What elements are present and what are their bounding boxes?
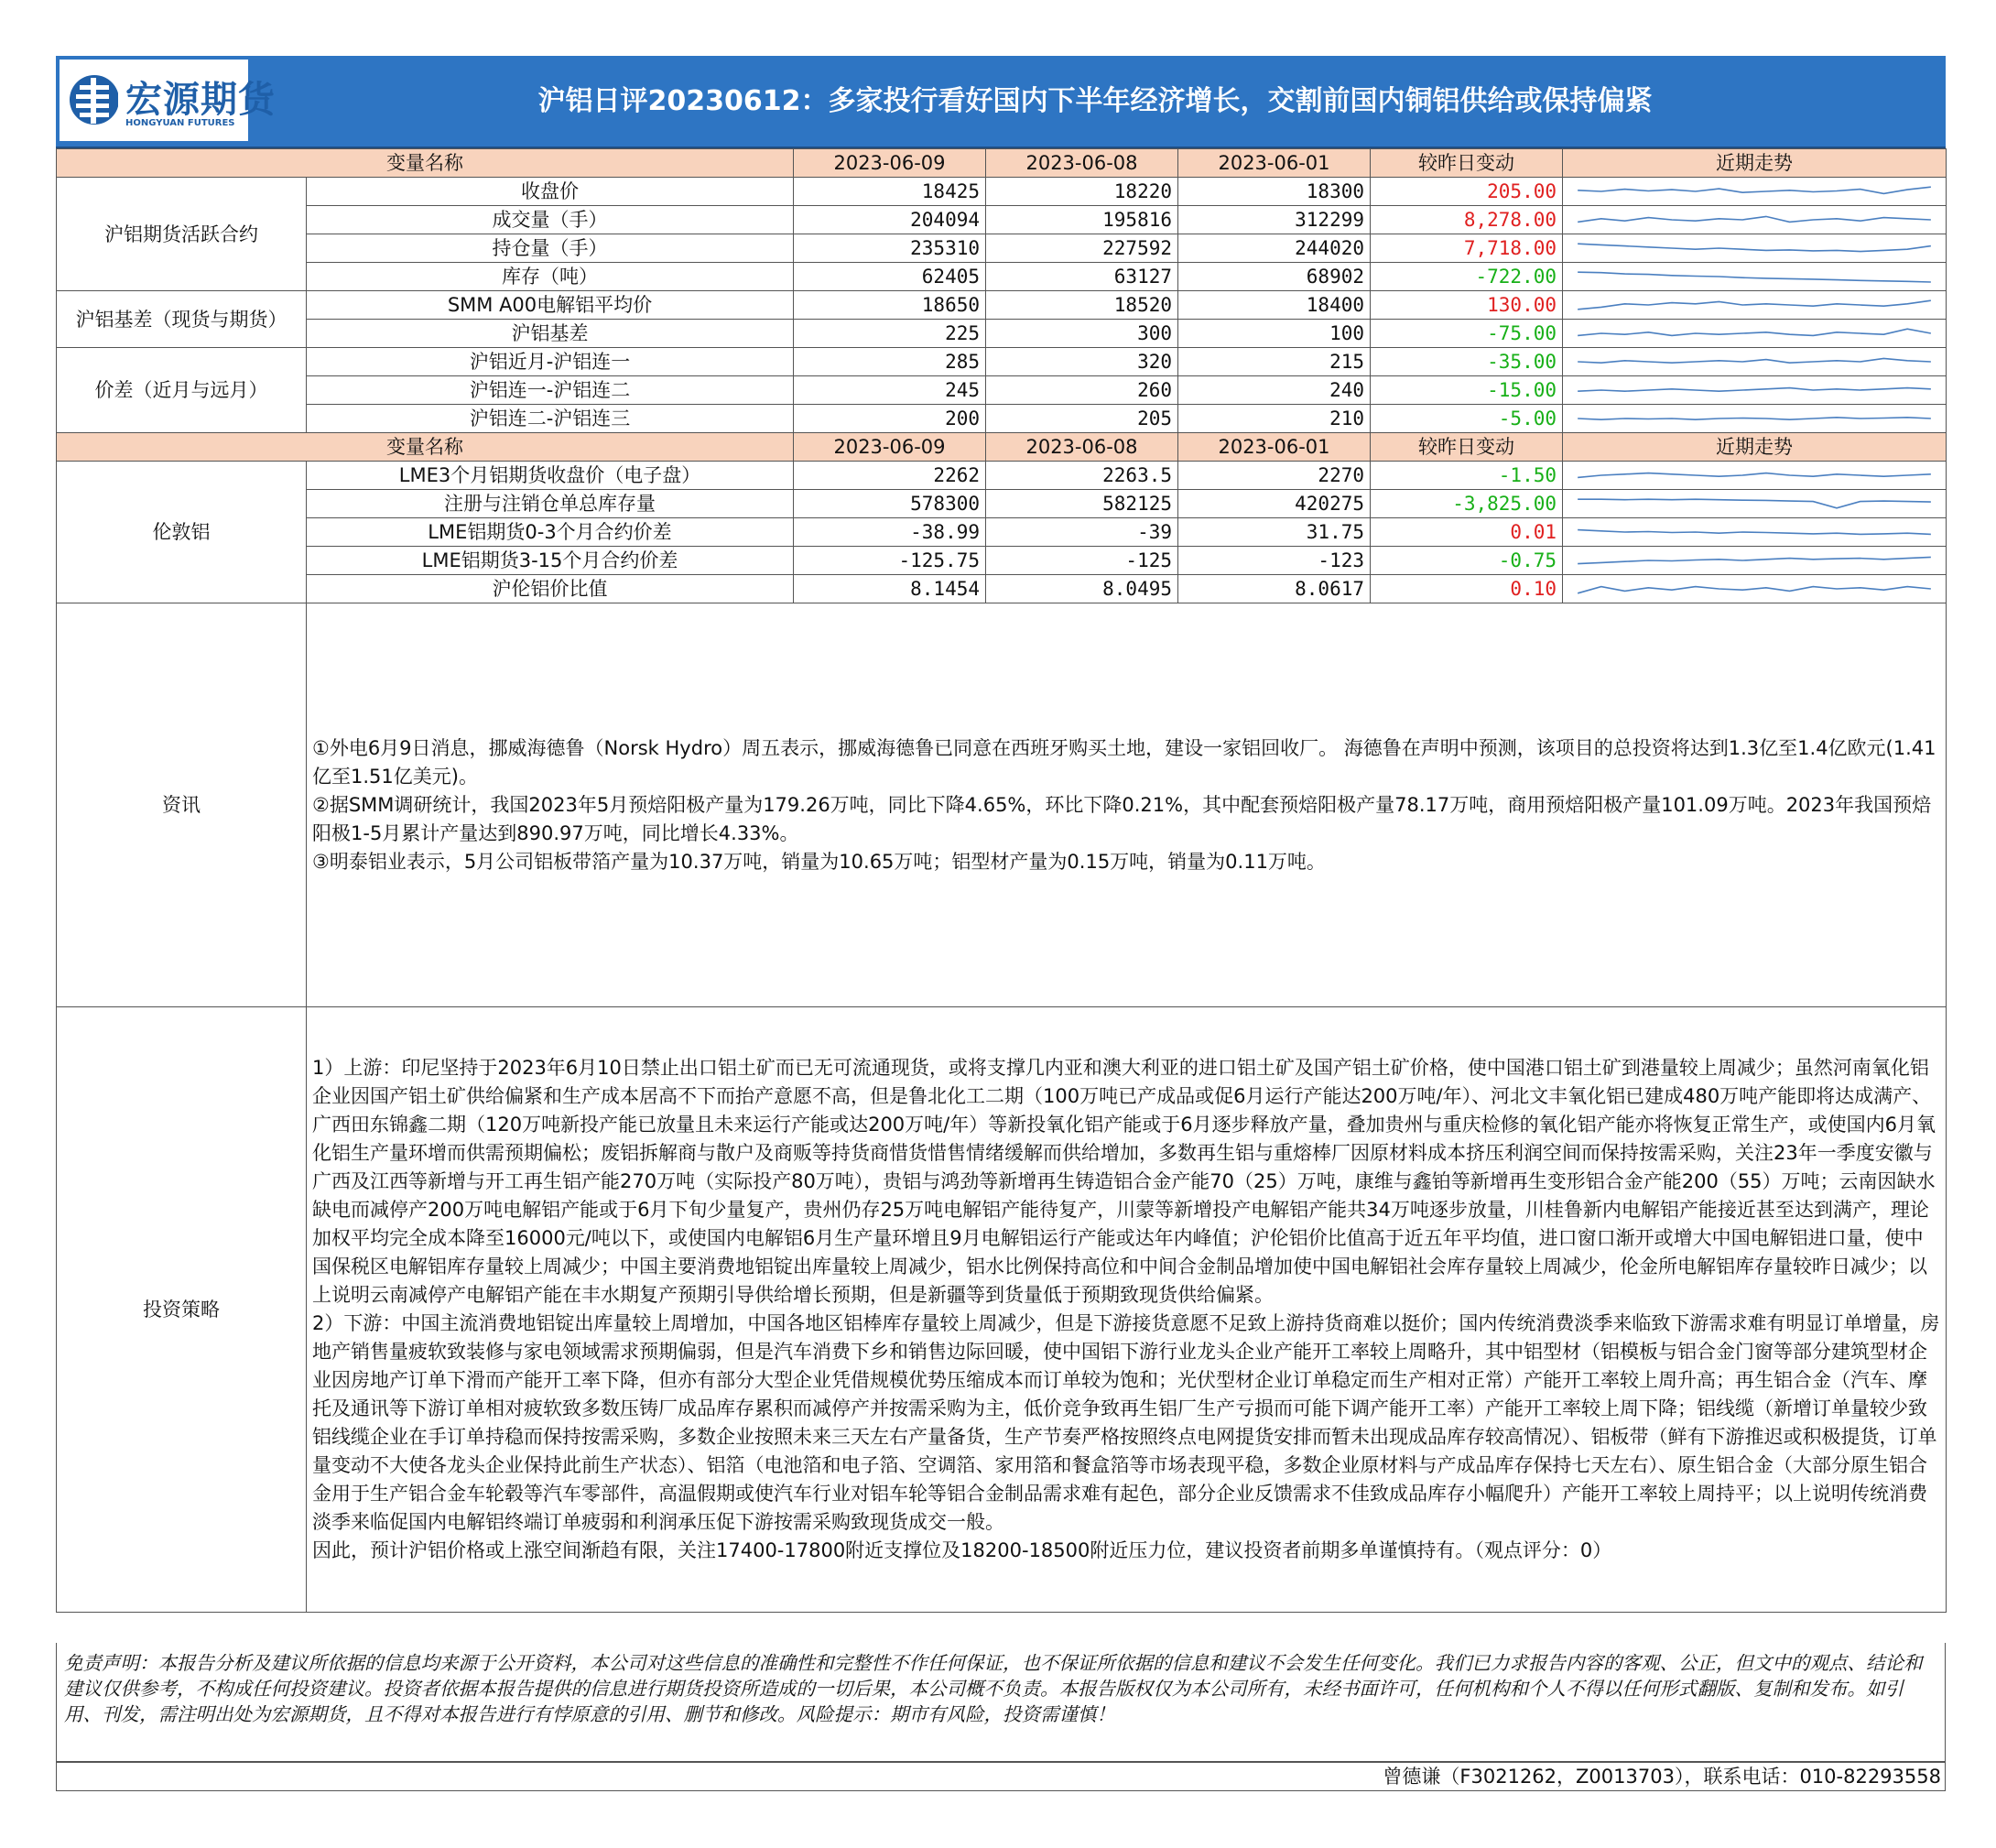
value-2023-06-09: 8.1454 (794, 575, 986, 603)
sparkline-chart (1568, 462, 1940, 488)
table-row (57, 518, 1947, 547)
strategy-content (307, 1007, 1947, 1613)
sparkline-chart (1568, 179, 1940, 204)
logo-text-cn: 宏源期货 (125, 79, 276, 121)
variable-name: 库存（吨） (307, 263, 794, 291)
trend-sparkline (1563, 518, 1947, 547)
trend-sparkline (1563, 462, 1947, 490)
trend-sparkline (1563, 376, 1947, 405)
logo-text-en: HONGYUAN FUTURES (125, 118, 235, 128)
value-2023-06-01: -123 (1178, 547, 1371, 575)
value-2023-06-09: 245 (794, 376, 986, 405)
value-2023-06-09: -38.99 (794, 518, 986, 547)
daily-change: 8,278.00 (1371, 206, 1563, 234)
variable-name: 成交量（手） (307, 206, 794, 234)
column-header-row (57, 149, 1947, 178)
value-2023-06-08: 18220 (986, 178, 1178, 206)
table-row (57, 547, 1947, 575)
group-label: 沪铝基差（现货与期货） (57, 291, 307, 348)
table-row (57, 490, 1947, 518)
sparkline-line (1578, 418, 1931, 419)
value-2023-06-01: 8.0617 (1178, 575, 1371, 603)
sparkline-line (1578, 473, 1931, 478)
trend-sparkline (1563, 178, 1947, 206)
variable-name: 沪铝连一-沪铝连二 (307, 376, 794, 405)
data-table (56, 148, 1947, 1613)
value-2023-06-09: 235310 (794, 234, 986, 263)
sparkline-line (1578, 244, 1931, 251)
value-2023-06-08: 320 (986, 348, 1178, 376)
sparkline-chart (1568, 491, 1940, 516)
trend-sparkline (1563, 234, 1947, 263)
sparkline-chart (1568, 519, 1940, 545)
report-title: 沪铝日评20230612：多家投行看好国内下半年经济增长，交割前国内铜铝供给或保持偏紧 (537, 85, 1653, 117)
daily-change: -722.00 (1371, 263, 1563, 291)
column-header: 2023-06-01 (1178, 149, 1371, 178)
sparkline-chart (1568, 377, 1940, 403)
sparkline-chart (1568, 406, 1940, 431)
value-2023-06-08: 8.0495 (986, 575, 1178, 603)
column-header: 较昨日变动 (1371, 433, 1563, 462)
column-header-row (57, 433, 1947, 462)
group-label: 价差（近月与远月） (57, 348, 307, 433)
variable-name: SMM A00电解铝平均价 (307, 291, 794, 320)
sparkline-line (1578, 358, 1931, 363)
strategy-label: 投资策略 (57, 1007, 307, 1613)
table-row (57, 320, 1947, 348)
sparkline-line (1578, 272, 1931, 282)
sparkline-chart (1568, 548, 1940, 573)
news-paragraph: ①外电6月9日消息，挪威海德鲁（Norsk Hydro）周五表示，挪威海德鲁已同意在西班牙购买土地，建设一家铝回收厂。 海德鲁在声明中预测，该项目的总投资将达到1.3亿至1.4亿欧元(1.41亿至1.51亿美元)。 (312, 736, 1936, 788)
column-header: 2023-06-01 (1178, 433, 1371, 462)
column-header: 近期走势 (1563, 433, 1947, 462)
table-row (57, 263, 1947, 291)
value-2023-06-01: 100 (1178, 320, 1371, 348)
strategy-paragraph: 2）下游：中国主流消费地铝锭出库量较上周增加，中国各地区铝棒库存量较上周减少，但是下游接货意愿不足致上游持货商难以挺价；国内传统消费淡季来临致下游需求难有明显订单增量，房地产销售量疲软致装修与家电领域需求预期偏弱，但是汽车消费下乡和销售边际回暖，使中国铝下游行业龙头企业产能开工率较上周略升，其中铝型材（铝模板与铝合金门窗等部分建筑型材企业因房地产订单下滑而产能开工率下降，但亦有部分大型企业凭借规模优势压缩成本而订单较为饱和；光伏型材企业订单稳定而生产相对正常）产能开工率较上周升高；再生铝合金（汽车、摩托及通讯等下游订单相对疲软致多数压铸厂成品库存累积而减停产并按需采购为主，低价竞争致再生铝厂生产亏损而可能下调产能开工率）产能开工率较上周下降；铝线缆（新增订单量较少致铝线缆企业在手订单持稳而保持按需采购，多数企业按照未来三天左右产量备货，生产节奏严格按照终点电网提货安排而暂未出现成品库存较高情况）、铝板带（鲜有下游推迟或积极提货，订单量变动不大使各龙头企业保持此前生产状态）、铝箔（电池箔和电子箔、空调箔、家用箔和餐盒箔等市场表现平稳，多数企业原材料与产成品库存保持七天左右）、原生铝合金（大部分原生铝合金用于生产铝合金车轮毂等汽车零部件，高温假期或使汽车行业对铝车轮等铝合金制品需求难有起色，部分企业反馈需求不佳致成品库存小幅爬升）产能开工率较上周持平；以上说明传统消费淡季来临促国内电解铝终端订单疲弱和利润承压促下游按需采购致现货成交一般。 (312, 1312, 1940, 1533)
daily-change: -5.00 (1371, 405, 1563, 433)
value-2023-06-08: 2263.5 (986, 462, 1178, 490)
sparkline-chart (1568, 321, 1940, 346)
column-header: 2023-06-09 (794, 433, 986, 462)
trend-sparkline (1563, 490, 1947, 518)
value-2023-06-01: 2270 (1178, 462, 1371, 490)
daily-change: -1.50 (1371, 462, 1563, 490)
table-row (57, 405, 1947, 433)
trend-sparkline (1563, 405, 1947, 433)
trend-sparkline (1563, 348, 1947, 376)
value-2023-06-08: 63127 (986, 263, 1178, 291)
trend-sparkline (1563, 291, 1947, 320)
column-header: 近期走势 (1563, 149, 1947, 178)
analyst-contact: 曾德谦（F3021262，Z0013703），联系电话：010-82293558 (56, 1762, 1946, 1791)
variable-name: 沪铝基差 (307, 320, 794, 348)
daily-change: 130.00 (1371, 291, 1563, 320)
sparkline-line (1578, 300, 1931, 310)
value-2023-06-08: -39 (986, 518, 1178, 547)
sparkline-chart (1568, 207, 1940, 233)
variable-name: LME3个月铝期货收盘价（电子盘） (307, 462, 794, 490)
daily-change: 7,718.00 (1371, 234, 1563, 263)
value-2023-06-08: 195816 (986, 206, 1178, 234)
value-2023-06-01: 312299 (1178, 206, 1371, 234)
sparkline-line (1578, 388, 1931, 392)
daily-change: -35.00 (1371, 348, 1563, 376)
sparkline-chart (1568, 576, 1940, 602)
table-row (57, 291, 1947, 320)
variable-name: LME铝期货0-3个月合约价差 (307, 518, 794, 547)
variable-name: 沪铝连二-沪铝连三 (307, 405, 794, 433)
value-2023-06-01: 215 (1178, 348, 1371, 376)
sparkline-chart (1568, 264, 1940, 289)
sparkline-line (1578, 187, 1931, 193)
variable-name: 沪伦铝价比值 (307, 575, 794, 603)
group-label: 沪铝期货活跃合约 (57, 178, 307, 291)
column-header: 2023-06-08 (986, 149, 1178, 178)
daily-change: -15.00 (1371, 376, 1563, 405)
table-row (57, 206, 1947, 234)
value-2023-06-08: 227592 (986, 234, 1178, 263)
news-label: 资讯 (57, 603, 307, 1007)
daily-change: -0.75 (1371, 547, 1563, 575)
daily-change: -3,825.00 (1371, 490, 1563, 518)
value-2023-06-08: 300 (986, 320, 1178, 348)
value-2023-06-08: 18520 (986, 291, 1178, 320)
daily-change: 0.01 (1371, 518, 1563, 547)
report-frame (56, 56, 1946, 1797)
table-row (57, 234, 1947, 263)
strategy-row (57, 1007, 1947, 1613)
value-2023-06-01: 210 (1178, 405, 1371, 433)
trend-sparkline (1563, 206, 1947, 234)
disclaimer: 免责声明：本报告分析及建议所依据的信息均来源于公开资料，本公司对这些信息的准确性和完整性不作任何保证，也不保证所依据的信息和建议不会发生任何变化。我们已力求报告内容的客观、公正，但文中的观点、结论和建议仅供参考，不构成任何投资建议。投资者依据本报告提供的信息进行期货投资所造成的一切后果，本公司概不负责。本报告版权仅为本公司所有，未经书面许可，任何机构和个人不得以任何形式翻版、复制和发布。如引用、刊发，需注明出处为宏源期货，且不得对本报告进行有悖原意的引用、删节和修改。风险提示：期市有风险，投资需谨慎！ (56, 1643, 1946, 1762)
table-row (57, 462, 1947, 490)
news-paragraph: ②据SMM调研统计，我国2023年5月预焙阳极产量为179.26万吨，同比下降4.65%，环比下降0.21%，其中配套预焙阳极产量78.17万吨，商用预焙阳极产量101.09万吨。2023年我国预焙阳极1-5月累计产量达到890.97万吨，同比增长4.33%。 (312, 793, 1932, 844)
value-2023-06-09: 578300 (794, 490, 986, 518)
trend-sparkline (1563, 263, 1947, 291)
company-logo (60, 60, 276, 141)
value-2023-06-08: 582125 (986, 490, 1178, 518)
column-header: 2023-06-09 (794, 149, 986, 178)
sparkline-line (1578, 530, 1931, 535)
column-header: 较昨日变动 (1371, 149, 1563, 178)
sparkline-chart (1568, 349, 1940, 375)
variable-name: 沪铝近月-沪铝连一 (307, 348, 794, 376)
table-row (57, 348, 1947, 376)
sparkline-line (1578, 587, 1931, 593)
news-paragraph: ③明泰铝业表示，5月公司铝板带箔产量为10.37万吨，销量为10.65万吨；铝型材产量为0.15万吨，销量为0.11万吨。 (312, 850, 1326, 873)
table-row (57, 178, 1947, 206)
sparkline-chart (1568, 292, 1940, 318)
value-2023-06-09: 285 (794, 348, 986, 376)
value-2023-06-01: 31.75 (1178, 518, 1371, 547)
value-2023-06-09: 18650 (794, 291, 986, 320)
strategy-paragraph: 因此，预计沪铝价格或上涨空间渐趋有限，关注17400-17800附近支撑位及18200-18500附近压力位，建议投资者前期多单谨慎持有。（观点评分：0） (312, 1539, 1612, 1561)
value-2023-06-09: 225 (794, 320, 986, 348)
value-2023-06-01: 420275 (1178, 490, 1371, 518)
value-2023-06-09: 62405 (794, 263, 986, 291)
trend-sparkline (1563, 320, 1947, 348)
variable-name: 收盘价 (307, 178, 794, 206)
column-header-variable: 变量名称 (57, 433, 794, 462)
value-2023-06-08: 205 (986, 405, 1178, 433)
table-row (57, 376, 1947, 405)
daily-change: 0.10 (1371, 575, 1563, 603)
value-2023-06-09: 204094 (794, 206, 986, 234)
value-2023-06-08: 260 (986, 376, 1178, 405)
column-header: 2023-06-08 (986, 433, 1178, 462)
sparkline-line (1578, 557, 1931, 563)
sparkline-line (1578, 329, 1931, 335)
variable-name: LME铝期货3-15个月合约价差 (307, 547, 794, 575)
sparkline-line (1578, 216, 1931, 222)
news-row (57, 603, 1947, 1007)
value-2023-06-09: 200 (794, 405, 986, 433)
daily-change: -75.00 (1371, 320, 1563, 348)
value-2023-06-01: 240 (1178, 376, 1371, 405)
trend-sparkline (1563, 575, 1947, 603)
value-2023-06-01: 244020 (1178, 234, 1371, 263)
value-2023-06-01: 18400 (1178, 291, 1371, 320)
report-header (56, 56, 1946, 148)
sparkline-chart (1568, 235, 1940, 261)
value-2023-06-09: 2262 (794, 462, 986, 490)
logo-mark-icon (67, 71, 118, 129)
value-2023-06-01: 18300 (1178, 178, 1371, 206)
column-header-variable: 变量名称 (57, 149, 794, 178)
table-row (57, 575, 1947, 603)
variable-name: 持仓量（手） (307, 234, 794, 263)
value-2023-06-09: -125.75 (794, 547, 986, 575)
group-label: 伦敦铝 (57, 462, 307, 603)
variable-name: 注册与注销仓单总库存量 (307, 490, 794, 518)
trend-sparkline (1563, 547, 1947, 575)
daily-change: 205.00 (1371, 178, 1563, 206)
sparkline-line (1578, 499, 1931, 508)
value-2023-06-09: 18425 (794, 178, 986, 206)
news-content (307, 603, 1947, 1007)
strategy-paragraph: 1）上游：印尼坚持于2023年6月10日禁止出口铝土矿而已无可流通现货，或将支撑几内亚和澳大利亚的进口铝土矿及国产铝土矿价格，使中国港口铝土矿到港量较上周减少；虽然河南氧化铝企业因国产铝土矿供给偏紧和生产成本居高不下而抬产意愿不高，但是鲁北化工二期（100万吨已产成品或促6月运行产能达200万吨/年）、河北文丰氧化铝已建成480万吨产能即将达成满产、广西田东锦鑫二期（120万吨新投产能已放量且未来运行产能或达200万吨/年）等新投氧化铝产能或于6月逐步释放产量，叠加贵州与重庆检修的氧化铝产能亦将恢复正常生产，或使国内6月氧化铝生产量环增而供需预期偏松；废铝拆解商与散户及商贩等持货商惜货惜售情绪缓解而供给增加，多数再生铝与重熔棒厂因原材料成本挤压利润空间而保持按需采购，关注23年一季度安徽与广西及江西等新增与开工再生铝产能270万吨（实际投产80万吨），贵铝与鸿劲等新增再生铸造铝合金产能70（25）万吨，康维与鑫铂等新增再生变形铝合金产能200（55）万吨；云南因缺水缺电而减停产200万吨电解铝产能或于6月下旬少量复产，贵州仍存25万吨电解铝产能待复产，川蒙等新增投产电解铝产能共34万吨逐步放量，川桂鲁新内电解铝产能接近甚至达到满产，理论加权平均完全成本降至16000元/吨以下，或使国内电解铝6月生产量环增且9月电解铝运行产能或达年内峰值；沪伦铝价比值高于近五年平均值，进口窗口渐开或增大中国电解铝进口量，使中国保税区电解铝库存量较上周减少；中国主要消费地铝锭出库量较上周减少，铝水比例保持高位和中间合金制品增加使中国电解铝社会库存量较上周减少，伦金所电解铝库存量较昨日减少；以上说明云南减停产电解铝产能在丰水期复产预期引导供给增长预期，但是新疆等到货量低于预期致现货供给偏紧。 (312, 1057, 1936, 1306)
value-2023-06-01: 68902 (1178, 263, 1371, 291)
value-2023-06-08: -125 (986, 547, 1178, 575)
